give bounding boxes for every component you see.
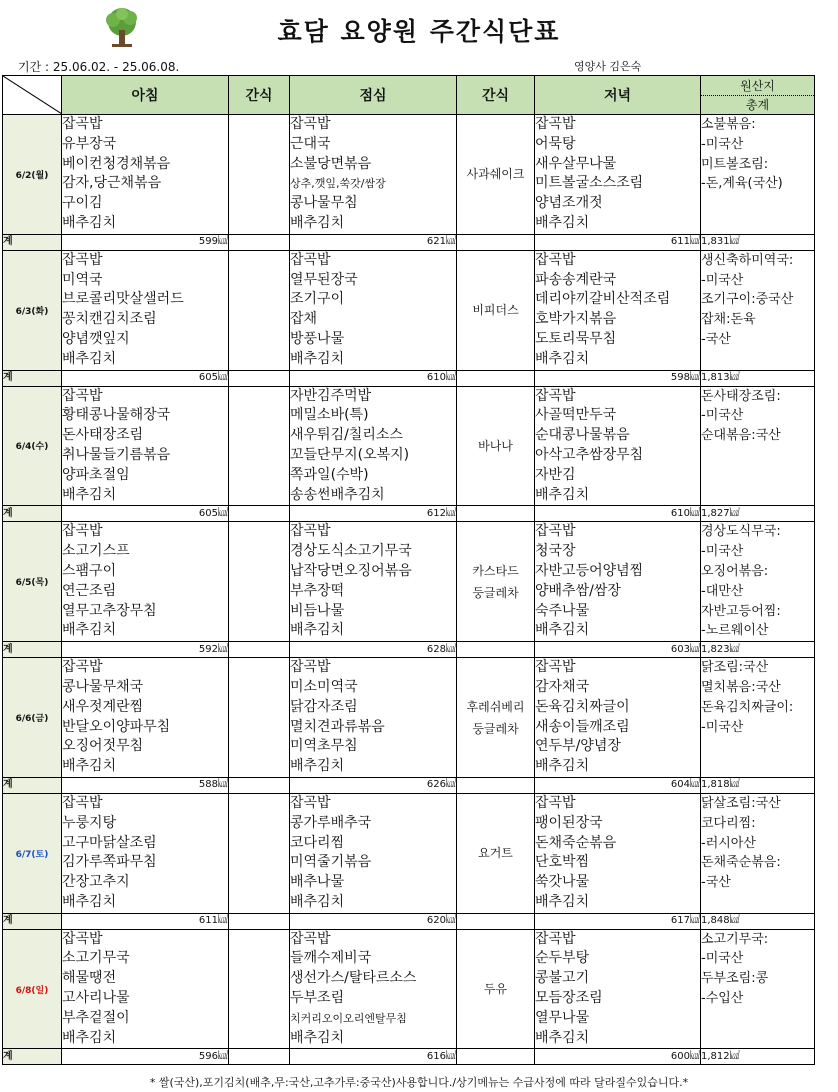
origin-info-item: 자반고등어찜: — [701, 603, 781, 619]
breakfast-menu-item: 배추김치 — [62, 486, 117, 503]
breakfast-menu-item: 양파초절임 — [62, 466, 130, 483]
lunch-menu-item: 잡곡밥 — [290, 251, 331, 268]
kcal-label: 계 — [3, 777, 62, 793]
day-row — [3, 115, 815, 235]
dinner-menu-item: 배추김치 — [535, 1029, 590, 1046]
snack2-menu-item: 카스타드 — [472, 563, 519, 578]
breakfast-kcal: 599㎉ — [62, 234, 229, 250]
snack2-menu — [457, 522, 535, 642]
lunch-menu-item: 들깨수제비국 — [290, 950, 372, 967]
breakfast-menu-item: 배추김치 — [62, 214, 117, 231]
lunch-menu-item: 콩가루배추국 — [290, 814, 372, 831]
breakfast-menu-item: 김가루쪽파무침 — [62, 854, 157, 871]
origin-info-item: 소불볶음: — [701, 117, 756, 132]
snack1-kcal — [229, 642, 290, 658]
breakfast-menu — [62, 250, 229, 370]
dinner-menu-item: 호박가지볶음 — [535, 311, 617, 328]
dinner-menu-item: 열무나물 — [535, 1009, 590, 1026]
breakfast-menu — [62, 522, 229, 642]
breakfast-menu-item: 황태콩나물해장국 — [62, 407, 171, 424]
dinner-menu-item: 배추김치 — [535, 350, 590, 367]
snack2-menu-item: 바나나 — [478, 438, 513, 453]
lunch-menu-item: 꼬들단무지(오복지) — [290, 446, 410, 463]
dinner-kcal: 598㎉ — [535, 370, 701, 386]
breakfast-menu-item: 배추김치 — [62, 893, 117, 910]
lunch-menu-item: 배추김치 — [290, 214, 345, 231]
total-kcal: 1,823㎉ — [701, 642, 815, 658]
dinner-menu-item: 새송이들깨조림 — [535, 718, 630, 735]
lunch-menu-item: 근대국 — [290, 135, 331, 152]
lunch-menu-item: 상추,깻잎,쑥갓/쌈장 — [290, 177, 386, 191]
lunch-menu-item: 잡곡밥 — [290, 659, 331, 676]
page-title: 효담 요양원 주간식단표 — [277, 17, 561, 46]
snack1-menu — [229, 929, 290, 1049]
lunch-menu-item: 조기구이 — [290, 291, 345, 308]
snack1-kcal — [229, 777, 290, 793]
dinner-menu-item: 배추김치 — [535, 622, 590, 639]
origin-info-item: -국산 — [701, 875, 731, 891]
kcal-label: 계 — [3, 913, 62, 929]
dinner-menu-item: 양배추쌈/쌈장 — [535, 582, 621, 599]
total-heading: 총계 — [745, 97, 770, 112]
dinner-kcal: 610㎉ — [535, 506, 701, 522]
lunch-menu-item: 방풍나물 — [290, 330, 345, 347]
snack2-menu-item: 두유 — [483, 982, 508, 997]
origin-info-item: -수입산 — [701, 991, 744, 1007]
snack1-menu — [229, 386, 290, 506]
lunch-menu-item: 부추장떡 — [290, 582, 345, 599]
origin-info-item: 닭살조림:국산 — [701, 795, 781, 811]
col-snack2: 간식 — [457, 76, 535, 115]
dinner-menu-item: 청국장 — [535, 543, 576, 560]
breakfast-kcal: 605㎉ — [62, 370, 229, 386]
origin-info-item: -대만산 — [701, 583, 744, 599]
lunch-menu-item: 미역줄기볶음 — [290, 854, 372, 871]
snack1-kcal — [229, 1049, 290, 1065]
dinner-menu-item: 콩불고기 — [535, 970, 590, 987]
breakfast-menu-item: 소고기무국 — [62, 950, 130, 967]
dinner-menu-item: 돈채죽순볶음 — [535, 834, 617, 851]
lunch-menu-item: 배추김치 — [290, 622, 345, 639]
snack1-menu — [229, 250, 290, 370]
origin-info-item: 경상도식무국: — [701, 524, 781, 540]
dinner-menu — [535, 929, 701, 1049]
snack2-menu-item: 사과쉐이크 — [466, 167, 525, 182]
day-row — [3, 386, 815, 506]
breakfast-menu-item: 열무고추장무침 — [62, 602, 157, 619]
menu-body — [3, 115, 815, 1065]
lunch-menu-item: 메밀소바(특) — [290, 407, 369, 424]
breakfast-menu-item: 배추김치 — [62, 622, 117, 639]
day-row — [3, 793, 815, 913]
breakfast-menu-item: 취나물들기름볶음 — [62, 446, 171, 463]
kcal-row — [3, 642, 815, 658]
lunch-menu-item: 납작당면오징어볶음 — [290, 562, 412, 579]
dinner-menu-item: 데리야끼갈비산적조림 — [535, 291, 671, 308]
menu-period: 기간 : 25.06.02. - 25.06.08. — [18, 60, 180, 74]
snack2-kcal — [457, 506, 535, 522]
breakfast-menu-item: 배추김치 — [62, 758, 117, 775]
dinner-menu — [535, 386, 701, 506]
snack2-menu — [457, 115, 535, 235]
breakfast-menu-item: 고구마닭살조림 — [62, 834, 157, 851]
breakfast-menu-item: 스팸구이 — [62, 562, 117, 579]
origin-info-item: 오징어볶음: — [701, 563, 769, 579]
snack1-menu — [229, 522, 290, 642]
breakfast-menu-item: 반달오이양파무침 — [62, 718, 171, 735]
footnote: * 쌀(국산),포기김치(배추,무:국산,고추가루:중국산)사용합니다./상기메뉴는 수급사정에 따라 달라질수있습니다.* — [149, 1076, 689, 1089]
breakfast-kcal: 596㎉ — [62, 1049, 229, 1065]
breakfast-menu — [62, 929, 229, 1049]
lunch-menu-item: 잡곡밥 — [290, 794, 331, 811]
origin-info — [701, 929, 815, 1049]
total-kcal: 1,831㎉ — [701, 234, 815, 250]
origin-info-item: -미국산 — [701, 719, 744, 735]
snack2-menu-item: 둥글레차 — [472, 585, 519, 600]
lunch-menu-item: 열무된장국 — [290, 271, 358, 288]
lunch-menu-item: 코다리찜 — [290, 834, 345, 851]
lunch-menu — [290, 658, 457, 778]
breakfast-menu-item: 구이김 — [62, 195, 103, 212]
snack2-menu — [457, 658, 535, 778]
breakfast-kcal: 611㎉ — [62, 913, 229, 929]
snack2-kcal — [457, 913, 535, 929]
breakfast-menu-item: 연근조림 — [62, 582, 117, 599]
breakfast-menu — [62, 386, 229, 506]
lunch-menu — [290, 522, 457, 642]
breakfast-menu — [62, 115, 229, 235]
lunch-kcal: 626㎉ — [290, 777, 457, 793]
kcal-label: 계 — [3, 234, 62, 250]
total-kcal: 1,812㎉ — [701, 1049, 815, 1065]
dinner-menu — [535, 658, 701, 778]
total-kcal: 1,818㎉ — [701, 777, 815, 793]
origin-info-item: 코다리찜: — [701, 815, 756, 831]
lunch-menu-item: 생선가스/탈타르소스 — [290, 970, 417, 987]
corner-cell — [3, 76, 62, 115]
origin-info-item: -돈,계육(국산) — [701, 176, 783, 192]
lunch-menu-item: 소불당면볶음 — [290, 155, 372, 172]
dinner-menu-item: 순대콩나물볶음 — [535, 427, 630, 444]
col-origin — [701, 76, 815, 115]
dinner-menu-item: 배추김치 — [535, 893, 590, 910]
snack1-menu — [229, 793, 290, 913]
breakfast-menu-item: 잡곡밥 — [62, 930, 103, 947]
snack2-menu-item: 후레쉬베리 — [466, 699, 525, 714]
snack2-kcal — [457, 1049, 535, 1065]
snack2-kcal — [457, 777, 535, 793]
total-kcal: 1,848㎉ — [701, 913, 815, 929]
lunch-menu-item: 잡곡밥 — [290, 523, 331, 540]
origin-info-item: 닭조림:국산 — [701, 660, 769, 676]
snack1-kcal — [229, 370, 290, 386]
snack2-kcal — [457, 234, 535, 250]
snack2-kcal — [457, 642, 535, 658]
lunch-menu-item: 송송썬배추김치 — [290, 486, 385, 503]
total-kcal: 1,813㎉ — [701, 370, 815, 386]
origin-info — [701, 658, 815, 778]
origin-info-item: -미국산 — [701, 408, 744, 424]
lunch-menu-item: 치커리오이오리엔탈무침 — [290, 1011, 407, 1025]
dinner-menu-item: 아삭고추쌈장무침 — [535, 446, 644, 463]
lunch-menu-item: 쪽과일(수박) — [290, 466, 369, 483]
lunch-kcal: 628㎉ — [290, 642, 457, 658]
day-row — [3, 250, 815, 370]
kcal-label: 계 — [3, 642, 62, 658]
meta-row — [0, 58, 838, 74]
dinner-menu-item: 숙주나물 — [535, 602, 590, 619]
origin-info-item: 돈채죽순볶음: — [701, 855, 781, 871]
col-snack1: 간식 — [229, 76, 290, 115]
snack1-kcal — [229, 913, 290, 929]
lunch-menu-item: 배추나물 — [290, 874, 345, 891]
dinner-menu-item: 미트볼굴소스조림 — [535, 175, 644, 192]
dinner-menu-item: 팽이된장국 — [535, 814, 603, 831]
diagonal-line — [3, 76, 62, 114]
dinner-menu-item: 잡곡밥 — [535, 930, 576, 947]
dinner-menu-item: 어묵탕 — [535, 135, 576, 152]
snack2-menu — [457, 386, 535, 506]
kcal-row — [3, 777, 815, 793]
breakfast-menu-item: 유부장국 — [62, 135, 117, 152]
lunch-menu-item: 닭감자조림 — [290, 698, 358, 715]
col-breakfast: 아침 — [62, 76, 229, 115]
breakfast-menu-item: 꽁치캔김치조림 — [62, 311, 157, 328]
origin-info — [701, 115, 815, 235]
dinner-menu-item: 배추김치 — [535, 486, 590, 503]
origin-info-item: 돈사태장조림: — [701, 388, 781, 404]
breakfast-menu-item: 오징어젓무침 — [62, 738, 144, 755]
dinner-menu-item: 자반고등어양념찜 — [535, 562, 644, 579]
lunch-menu-item: 미역초무침 — [290, 738, 358, 755]
dinner-menu-item: 돈육김치짜글이 — [535, 698, 630, 715]
breakfast-menu — [62, 793, 229, 913]
day-date: 6/5(목) — [3, 522, 62, 642]
lunch-kcal: 610㎉ — [290, 370, 457, 386]
day-date: 6/4(수) — [3, 386, 62, 506]
dinner-menu — [535, 522, 701, 642]
kcal-row — [3, 913, 815, 929]
dinner-menu-item: 양념조개젓 — [535, 195, 603, 212]
lunch-menu-item: 경상도식소고기무국 — [290, 543, 412, 560]
lunch-menu-item: 비듬나물 — [290, 602, 345, 619]
dinner-menu-item: 자반김 — [535, 466, 576, 483]
breakfast-menu-item: 새우젓계란찜 — [62, 698, 144, 715]
origin-info-item: 두부조림:콩 — [701, 971, 769, 987]
dinner-menu-item: 배추김치 — [535, 214, 590, 231]
breakfast-menu-item: 잡곡밥 — [62, 659, 103, 676]
snack2-menu — [457, 793, 535, 913]
breakfast-menu-item: 간장고추지 — [62, 874, 130, 891]
breakfast-menu-item: 해물땡전 — [62, 970, 117, 987]
dinner-menu-item: 잡곡밥 — [535, 116, 576, 132]
dinner-kcal: 611㎉ — [535, 234, 701, 250]
kcal-label: 계 — [3, 506, 62, 522]
lunch-kcal: 616㎉ — [290, 1049, 457, 1065]
origin-info-item: -러시아산 — [701, 835, 756, 851]
dinner-menu — [535, 250, 701, 370]
lunch-menu-item: 배추김치 — [290, 758, 345, 775]
breakfast-menu-item: 콩나물무채국 — [62, 678, 144, 695]
breakfast-menu-item: 브로콜리맛살샐러드 — [62, 291, 184, 308]
origin-info-item: 생신축하미역국: — [701, 252, 794, 268]
day-row — [3, 929, 815, 1049]
lunch-menu-item: 배추김치 — [290, 350, 345, 367]
origin-info-item: 멸치볶음:국산 — [701, 679, 781, 695]
col-lunch: 점심 — [290, 76, 457, 115]
dinner-menu-item: 쑥갓나물 — [535, 874, 590, 891]
breakfast-menu-item: 잡곡밥 — [62, 794, 103, 811]
origin-info-item: -미국산 — [701, 951, 744, 967]
breakfast-menu-item: 양념깻잎지 — [62, 330, 130, 347]
day-row — [3, 522, 815, 642]
dinner-kcal: 600㎉ — [535, 1049, 701, 1065]
breakfast-menu-item: 잡곡밥 — [62, 387, 103, 404]
dinner-menu-item: 잡곡밥 — [535, 659, 576, 676]
origin-info-item: 조기구이:중국산 — [701, 292, 794, 308]
dinner-menu-item: 새우살무나물 — [535, 155, 617, 172]
kcal-label: 계 — [3, 1049, 62, 1065]
lunch-kcal: 621㎉ — [290, 234, 457, 250]
day-date: 6/8(일) — [3, 929, 62, 1049]
dinner-kcal: 604㎉ — [535, 777, 701, 793]
origin-heading: 원산지 — [701, 77, 814, 96]
dinner-kcal: 617㎉ — [535, 913, 701, 929]
dinner-menu-item: 파송송계란국 — [535, 271, 617, 288]
lunch-menu-item: 잡채 — [290, 311, 318, 328]
dinner-menu-item: 도토리묵무침 — [535, 330, 617, 347]
origin-info-item: -국산 — [701, 331, 731, 347]
breakfast-menu-item: 베이컨청경채볶음 — [62, 155, 171, 172]
snack1-kcal — [229, 234, 290, 250]
lunch-menu — [290, 115, 457, 235]
day-date: 6/6(금) — [3, 658, 62, 778]
lunch-kcal: 620㎉ — [290, 913, 457, 929]
lunch-menu-item: 두부조림 — [290, 990, 345, 1007]
snack2-menu — [457, 929, 535, 1049]
title-area — [0, 0, 838, 56]
header-row — [3, 76, 815, 115]
kcal-row — [3, 370, 815, 386]
origin-info — [701, 522, 815, 642]
dinner-menu-item: 배추김치 — [535, 758, 590, 775]
lunch-menu — [290, 929, 457, 1049]
dinner-menu-item: 잡곡밥 — [535, 251, 576, 268]
dinner-menu-item: 감자채국 — [535, 678, 590, 695]
kcal-label: 계 — [3, 370, 62, 386]
dinner-menu-item: 사골떡만두국 — [535, 407, 617, 424]
breakfast-menu-item: 미역국 — [62, 271, 103, 288]
origin-info-item: -노르웨이산 — [701, 623, 769, 639]
dinner-menu — [535, 115, 701, 235]
dinner-menu-item: 단호박찜 — [535, 854, 590, 871]
breakfast-menu-item: 잡곡밥 — [62, 251, 103, 268]
origin-info-item: 잡채:돈육 — [701, 312, 756, 328]
lunch-menu-item: 자반김주먹밥 — [290, 387, 372, 404]
origin-info — [701, 386, 815, 506]
lunch-menu — [290, 250, 457, 370]
snack2-menu-item: 비피더스 — [472, 303, 519, 318]
origin-info-item: 미트볼조림: — [701, 156, 769, 172]
breakfast-menu-item: 배추김치 — [62, 350, 117, 367]
dinner-menu-item: 잡곡밥 — [535, 794, 576, 811]
dinner-menu-item: 순두부탕 — [535, 950, 590, 967]
snack2-kcal — [457, 370, 535, 386]
lunch-menu-item: 배추김치 — [290, 893, 345, 910]
lunch-menu-item: 콩나물무침 — [290, 195, 358, 212]
breakfast-menu-item: 잡곡밥 — [62, 523, 103, 540]
snack1-menu — [229, 115, 290, 235]
origin-info-item: 순대볶음:국산 — [701, 428, 781, 444]
breakfast-menu-item: 누룽지탕 — [62, 814, 117, 831]
snack2-menu — [457, 250, 535, 370]
lunch-menu-item: 잡곡밥 — [290, 116, 331, 132]
breakfast-menu-item: 부추겉절이 — [62, 1009, 130, 1026]
dinner-menu-item: 모듬장조림 — [535, 990, 603, 1007]
lunch-menu-item: 잡곡밥 — [290, 930, 331, 947]
breakfast-kcal: 605㎉ — [62, 506, 229, 522]
day-date: 6/3(화) — [3, 250, 62, 370]
total-kcal: 1,827㎉ — [701, 506, 815, 522]
snack1-menu — [229, 658, 290, 778]
breakfast-menu — [62, 658, 229, 778]
day-date: 6/2(월) — [3, 115, 62, 235]
breakfast-menu-item: 고사리나물 — [62, 990, 130, 1007]
dinner-menu-item: 잡곡밥 — [535, 387, 576, 404]
origin-info-item: -미국산 — [701, 544, 744, 560]
kcal-row — [3, 506, 815, 522]
kcal-row — [3, 1049, 815, 1065]
breakfast-menu-item: 돈사태장조림 — [62, 427, 144, 444]
breakfast-menu-item: 감자,당근채볶음 — [62, 175, 162, 192]
lunch-menu — [290, 793, 457, 913]
menu-table — [2, 75, 815, 1065]
col-dinner: 저녁 — [535, 76, 701, 115]
origin-info — [701, 793, 815, 913]
origin-info-item: 소고기무국: — [701, 931, 769, 947]
lunch-menu-item: 미소미역국 — [290, 678, 358, 695]
dinner-menu-item: 잡곡밥 — [535, 523, 576, 540]
breakfast-menu-item: 잡곡밥 — [62, 116, 103, 132]
kcal-row — [3, 234, 815, 250]
dinner-menu-item: 연두부/양념장 — [535, 738, 621, 755]
day-row — [3, 658, 815, 778]
breakfast-kcal: 592㎉ — [62, 642, 229, 658]
lunch-menu-item: 멸치견과류볶음 — [290, 718, 385, 735]
origin-info-item: -미국산 — [701, 136, 744, 152]
dietitian-name: 영양사 김은숙 — [574, 60, 642, 73]
day-date: 6/7(토) — [3, 793, 62, 913]
dinner-kcal: 603㎉ — [535, 642, 701, 658]
lunch-menu — [290, 386, 457, 506]
lunch-menu-item: 새우튀김/칠리소스 — [290, 427, 403, 444]
origin-info — [701, 250, 815, 370]
origin-info-item: 돈육김치짜글이: — [701, 699, 794, 715]
snack2-menu-item: 둥글레차 — [472, 721, 519, 736]
snack2-menu-item: 요거트 — [478, 846, 513, 861]
dinner-menu — [535, 793, 701, 913]
snack1-kcal — [229, 506, 290, 522]
origin-info-item: -미국산 — [701, 272, 744, 288]
breakfast-kcal: 588㎉ — [62, 777, 229, 793]
breakfast-menu-item: 배추김치 — [62, 1029, 117, 1046]
lunch-kcal: 612㎉ — [290, 506, 457, 522]
breakfast-menu-item: 소고기스프 — [62, 543, 130, 560]
lunch-menu-item: 배추김치 — [290, 1029, 345, 1046]
